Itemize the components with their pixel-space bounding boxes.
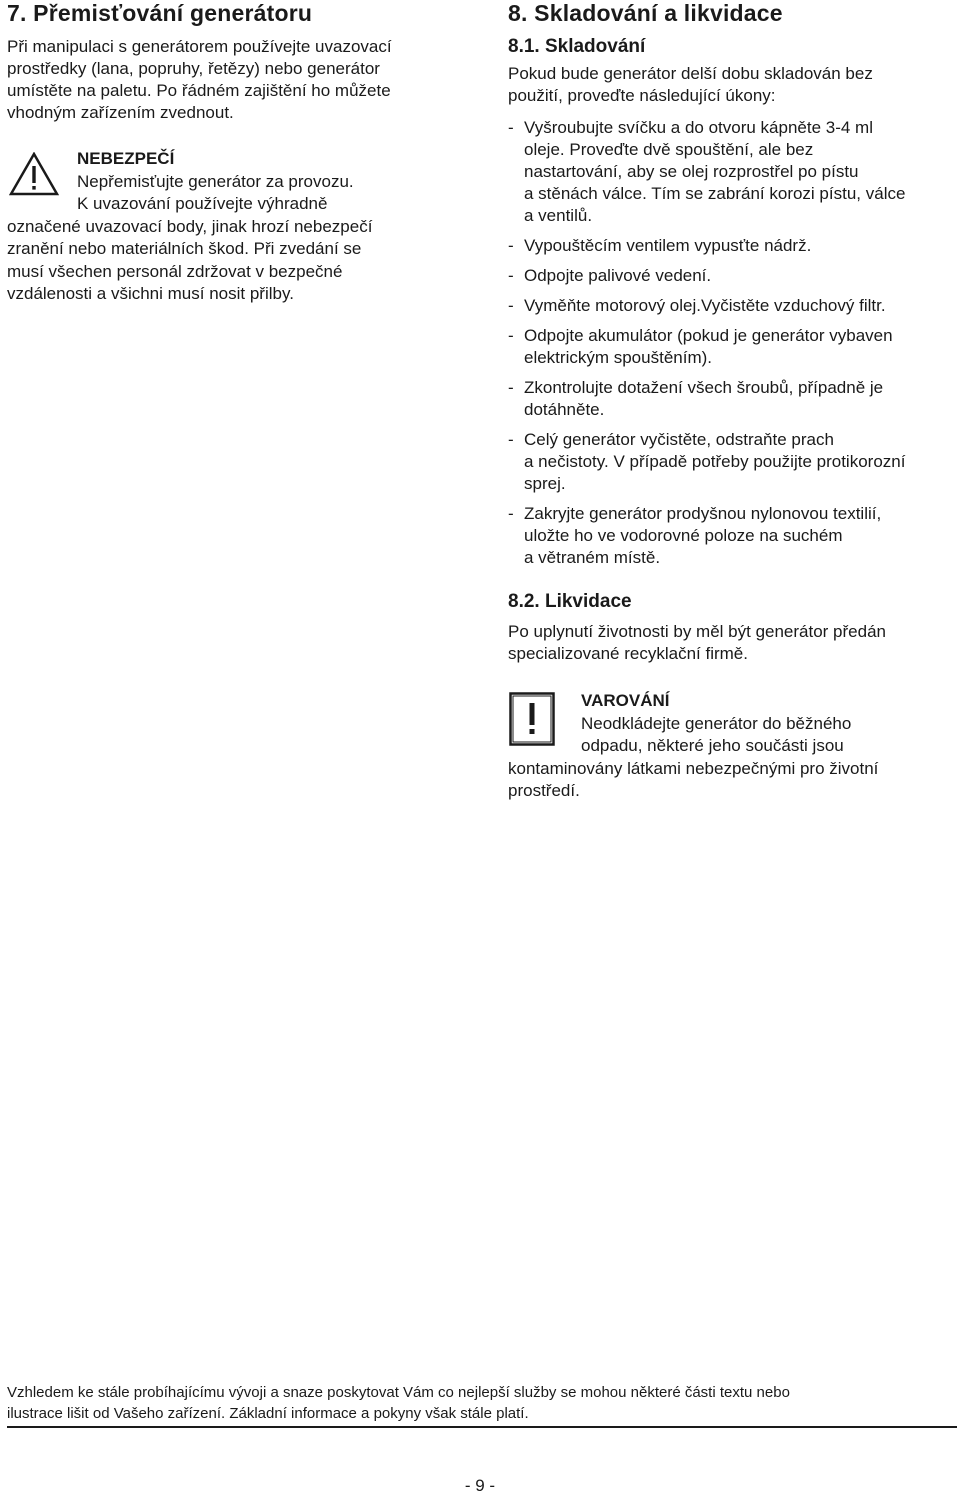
exclamation-box-icon xyxy=(509,692,555,746)
list-item: - Vypouštěcím ventilem vypusťte nádrž. xyxy=(508,236,812,255)
section-8 xyxy=(508,0,956,803)
list-item: - Zakryjte generátor prodyšnou nylonovou textilií, uložte ho ve vodorovné poloze na suchém a větraném místě. xyxy=(508,504,882,567)
disposal-text: Po uplynutí životnosti by měl být generátor předán specializované recyklační firmě. xyxy=(508,622,886,663)
storage-steps xyxy=(508,117,956,569)
disposal-title: 8.2. Likvidace xyxy=(508,591,632,612)
section-7-intro: Při manipulaci s generátorem používejte uvazovací prostředky (lana, popruhy, řetězy) nebo generátor umístěte na paletu. Po řádném zajištění ho můžete vhodným zařízením zvednout. xyxy=(7,37,392,122)
list-item: - Vyměňte motorový olej.Vyčistěte vzduchový filtr. xyxy=(508,296,886,315)
footer-divider xyxy=(7,1426,957,1428)
section-7-title: 7. Přemisťování generátoru xyxy=(7,0,313,26)
list-item: - Celý generátor vyčistěte, odstraňte prach a nečistoty. V případě potřeby použijte protikorozní sprej. xyxy=(508,430,906,493)
disposal xyxy=(508,591,956,803)
list-item: - Zkontrolujte dotažení všech šroubů, případně je dotáhněte. xyxy=(508,378,884,419)
danger-title: NEBEZPEČÍ xyxy=(77,149,175,168)
warning-notice: VAROVÁNÍ Neodkládejte generátor do běžného odpadu, některé jeho součásti jsou kontaminovány látkami nebezpečnými pro životní prostředí. xyxy=(508,690,956,803)
list-item: - Odpojte akumulátor (pokud je generátor vybaven elektrickým spouštěním). xyxy=(508,326,893,367)
warning-triangle-icon xyxy=(9,152,59,196)
storage-title: 8.1. Skladování xyxy=(508,36,646,57)
page-number: - 9 - xyxy=(464,1476,496,1495)
list-item: - Odpojte palivové vedení. xyxy=(508,266,712,285)
section-7 xyxy=(7,0,462,306)
section-8-title: 8. Skladování a likvidace xyxy=(508,0,783,26)
storage-lead: Pokud bude generátor delší dobu skladován bez použití, proveďte následující úkony: xyxy=(508,64,873,105)
footer-note: Vzhledem ke stále probíhajícímu vývoji a snaze poskytovat Vám co nejlepší služby se mohou některé části textu nebo ilustrace lišit od Vašeho zařízení. Základní informace a pokyny však stále platí. xyxy=(7,1384,790,1422)
list-item: - Vyšroubujte svíčku a do otvoru kápněte 3-4 ml oleje. Proveďte dvě spouštění, ale bez nastartování, aby se olej rozprostřel po pístu a stěnách válce. Tím se zabrání korozi pístu, válce a ventilů. xyxy=(508,118,906,225)
warning-title: VAROVÁNÍ xyxy=(581,691,670,710)
danger-notice: NEBEZPEČÍ Nepřemisťujte generátor za provozu. K uvazování používejte výhradně označené uvazovací body, jinak hrozí nebezpečí zranění nebo materiálních škod. Při zvedání se musí všechen personál zdržovat v bezpečné vzdálenosti a všichni musí nosit přilby. xyxy=(7,148,462,306)
